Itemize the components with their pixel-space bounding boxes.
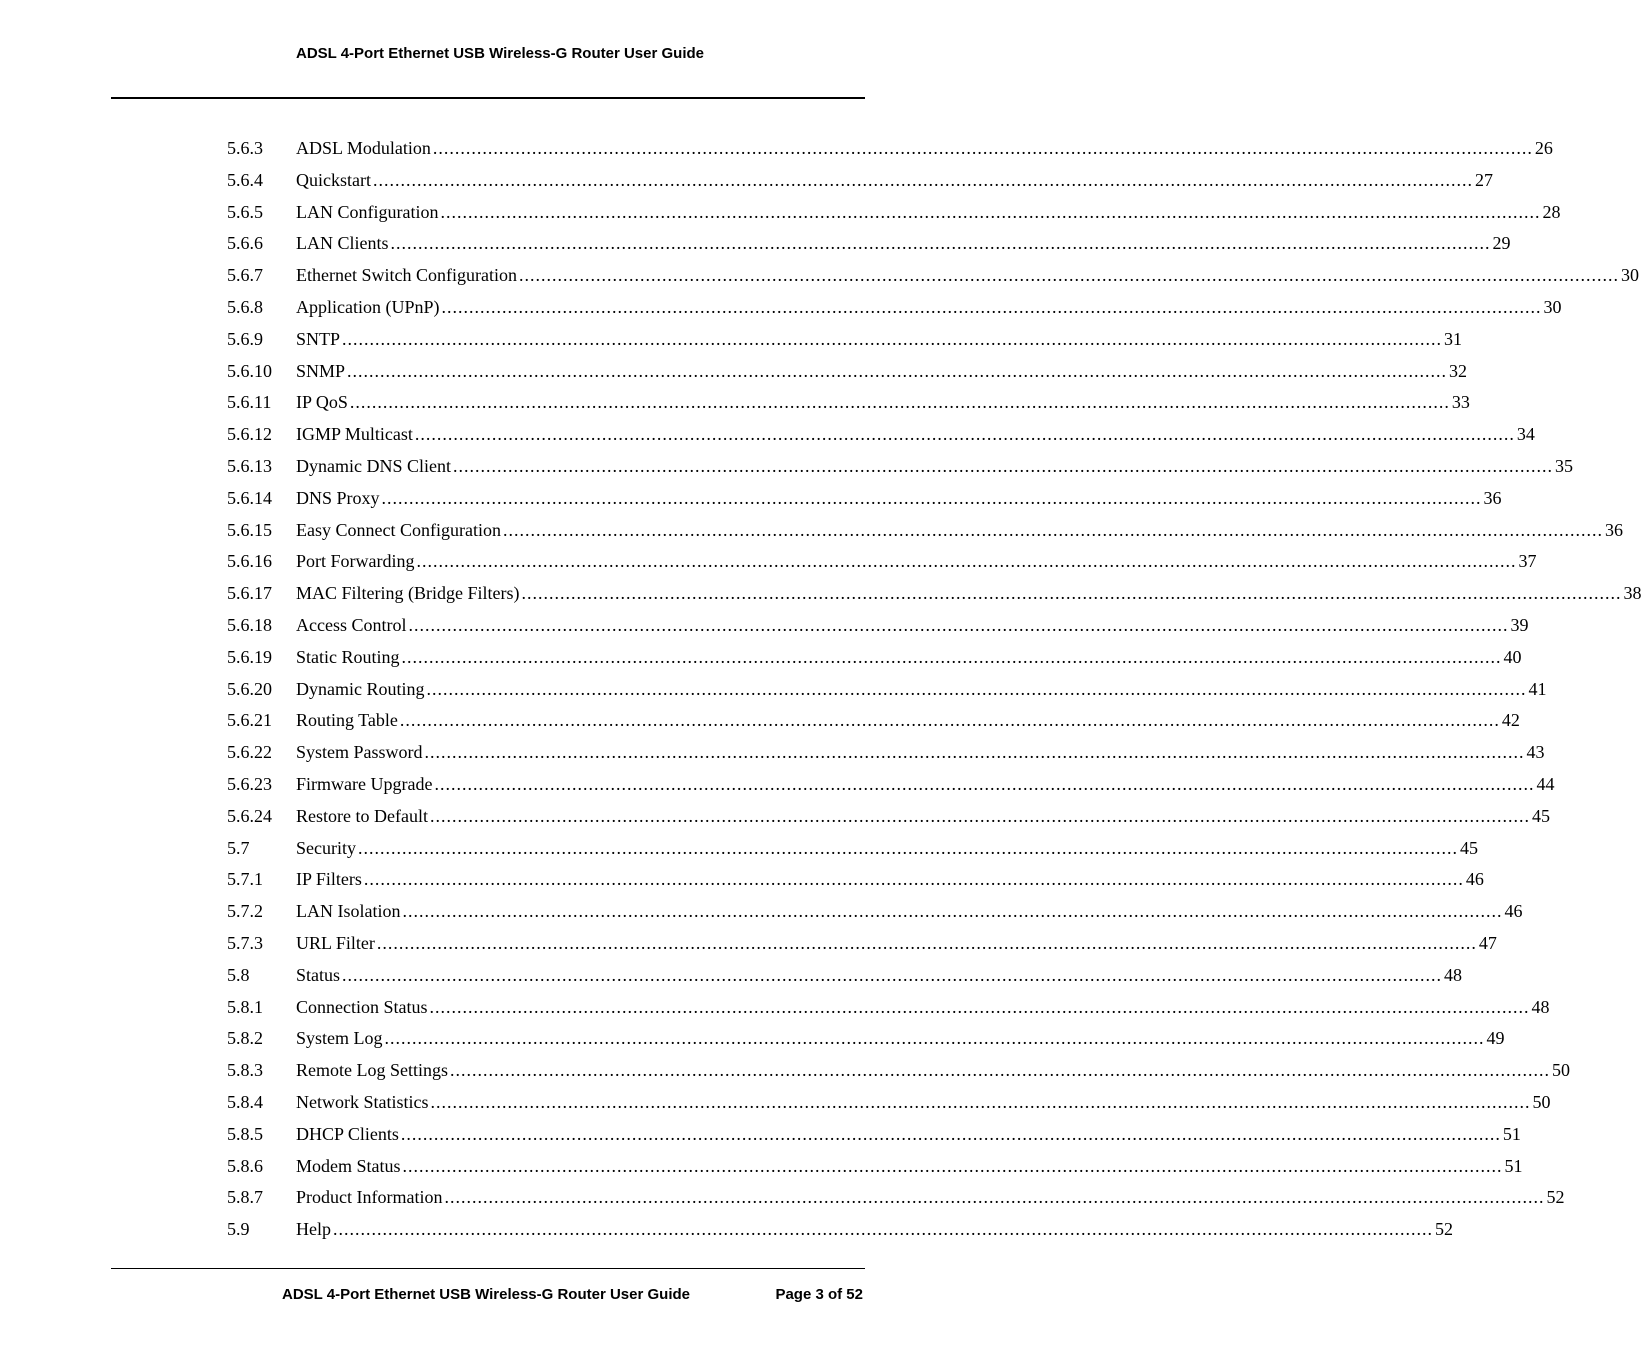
toc-dot-leader: ........................................................................................................................................................................................................: [429, 805, 1530, 826]
toc-entry[interactable]: [227, 392, 1470, 424]
toc-dot-leader: ........................................................................................................................................................................................................: [453, 455, 1553, 476]
toc-entry[interactable]: [227, 487, 1502, 520]
toc-entry-title: Ethernet Switch Configuration: [296, 265, 517, 286]
toc-entry-title: System Log: [296, 1028, 383, 1049]
toc-dot-leader: ........................................................................................................................................................................................................: [342, 964, 1443, 985]
toc-entry[interactable]: [227, 646, 1522, 679]
toc-entry-number: 5.6.22: [227, 742, 272, 763]
toc-dot-leader: ........................................................................................................................................................................................................: [414, 424, 1515, 445]
toc-entry-title: Easy Connect Configuration: [296, 519, 501, 540]
toc-entry-page: 52: [1546, 1187, 1565, 1208]
toc-entry-page: 33: [1451, 392, 1470, 413]
toc-entry-page: 51: [1502, 1123, 1521, 1144]
toc-entry-number: 5.6.12: [227, 424, 272, 445]
toc-dot-leader: ........................................................................................................................................................................................................: [384, 1028, 1485, 1049]
toc-entry-number: 5.6.13: [227, 455, 272, 476]
toc-dot-leader: ........................................................................................................................................................................................................: [358, 837, 1458, 858]
header-divider: [111, 97, 865, 99]
toc-entry[interactable]: [227, 296, 1562, 329]
toc-entry[interactable]: [227, 583, 1642, 615]
toc-entry-page: 48: [1531, 996, 1550, 1017]
toc-entry-number: 5.9: [227, 1219, 250, 1240]
toc-entry-page: 39: [1510, 614, 1529, 635]
page-number: Page 3 of 52: [775, 1286, 863, 1303]
toc-entry[interactable]: [227, 1219, 1453, 1251]
toc-entry[interactable]: [227, 169, 1493, 202]
toc-dot-leader: ........................................................................................................................................................................................................: [502, 519, 1603, 540]
toc-entry-page: 32: [1449, 360, 1468, 381]
toc-entry-page: 50: [1552, 1060, 1570, 1081]
toc-dot-leader: ........................................................................................................................................................................................................: [430, 1091, 1531, 1112]
toc-entry-page: 45: [1531, 805, 1550, 826]
toc-dot-leader: ........................................................................................................................................................................................................: [402, 901, 1503, 922]
toc-dot-leader: ........................................................................................................................................................................................................: [400, 1123, 1501, 1144]
toc-dot-leader: ........................................................................................................................................................................................................: [518, 265, 1619, 286]
toc-entry[interactable]: [227, 138, 1553, 170]
toc-entry-page: 35: [1555, 455, 1573, 476]
toc-entry-title: Port Forwarding: [296, 551, 415, 572]
toc-entry[interactable]: [227, 360, 1468, 393]
toc-entry-number: 5.6.17: [227, 583, 272, 604]
toc-entry-title: IP QoS: [296, 392, 348, 413]
toc-entry-title: SNMP: [296, 360, 346, 381]
toc-dot-leader: ........................................................................................................................................................................................................: [372, 169, 1473, 190]
toc-entry-title: Status: [296, 964, 341, 985]
toc-entry-page: 29: [1492, 233, 1511, 254]
toc-entry-number: 5.8.1: [227, 996, 263, 1017]
toc-entry-number: 5.7: [227, 837, 250, 858]
toc-entry-number: 5.6.19: [227, 646, 272, 667]
toc-entry-page: 28: [1542, 201, 1561, 222]
toc-dot-leader: ........................................................................................................................................................................................................: [434, 773, 1535, 794]
toc-dot-leader: ........................................................................................................................................................................................................: [333, 1219, 1433, 1240]
toc-entry-page: 41: [1528, 678, 1547, 699]
toc-dot-leader: ........................................................................................................................................................................................................: [349, 392, 1450, 413]
toc-entry-page: 52: [1435, 1219, 1453, 1240]
toc-dot-leader: ........................................................................................................................................................................................................: [416, 551, 1517, 572]
toc-entry[interactable]: [227, 1091, 1551, 1124]
toc-dot-leader: ........................................................................................................................................................................................................: [429, 996, 1530, 1017]
toc-entry-title: System Password: [296, 742, 423, 763]
toc-entry-number: 5.7.1: [227, 869, 263, 890]
toc-entry-page: 34: [1516, 424, 1535, 445]
toc-dot-leader: ........................................................................................................................................................................................................: [342, 328, 1443, 349]
toc-entry-number: 5.6.15: [227, 519, 272, 540]
toc-entry[interactable]: [227, 1028, 1505, 1060]
toc-entry-number: 5.6.20: [227, 678, 272, 699]
toc-entry-number: 5.7.2: [227, 901, 263, 922]
toc-dot-leader: ........................................................................................................................................................................................................: [450, 1060, 1550, 1081]
toc-entry[interactable]: [227, 996, 1550, 1029]
toc-entry-page: 37: [1518, 551, 1537, 572]
toc-entry-page: 38: [1623, 583, 1642, 604]
toc-entry-page: 43: [1526, 742, 1545, 763]
toc-entry[interactable]: [227, 773, 1555, 806]
toc-dot-leader: ........................................................................................................................................................................................................: [401, 646, 1502, 667]
toc-entry-number: 5.6.8: [227, 296, 263, 317]
toc-dot-leader: ........................................................................................................................................................................................................: [363, 869, 1464, 890]
toc-entry-title: MAC Filtering (Bridge Filters): [296, 583, 520, 604]
toc-entry[interactable]: [227, 901, 1523, 933]
toc-entry-number: 5.8.2: [227, 1028, 263, 1049]
toc-entry-title: DNS Proxy: [296, 487, 380, 508]
toc-entry-title: DHCP Clients: [296, 1123, 399, 1144]
toc-entry-page: 27: [1474, 169, 1493, 190]
toc-entry-page: 49: [1486, 1028, 1505, 1049]
toc-dot-leader: ........................................................................................................................................................................................................: [441, 296, 1542, 317]
toc-entry[interactable]: [227, 614, 1529, 647]
toc-entry[interactable]: [227, 455, 1573, 488]
toc-entry[interactable]: [227, 932, 1497, 965]
toc-entry[interactable]: [227, 710, 1520, 742]
toc-entry-number: 5.8: [227, 964, 250, 985]
toc-entry-page: 50: [1532, 1091, 1551, 1112]
toc-dot-leader: ........................................................................................................................................................................................................: [440, 201, 1541, 222]
toc-entry-number: 5.6.23: [227, 773, 272, 794]
toc-entry-number: 5.8.7: [227, 1187, 263, 1208]
toc-entry-title: Firmware Upgrade: [296, 773, 433, 794]
toc-entry-title: LAN Isolation: [296, 901, 401, 922]
toc-dot-leader: ........................................................................................................................................................................................................: [402, 1155, 1503, 1176]
toc-entry-number: 5.6.10: [227, 360, 272, 381]
toc-entry-title: Application (UPnP): [296, 296, 440, 317]
toc-entry-title: LAN Clients: [296, 233, 389, 254]
toc-entry[interactable]: [227, 1155, 1523, 1188]
toc-dot-leader: ........................................................................................................................................................................................................: [444, 1187, 1545, 1208]
toc-dot-leader: ........................................................................................................................................................................................................: [426, 678, 1527, 699]
toc-entry[interactable]: [227, 869, 1484, 901]
toc-entry-page: 40: [1503, 646, 1522, 667]
toc-entry-title: IGMP Multicast: [296, 424, 413, 445]
toc-entry[interactable]: [227, 742, 1545, 774]
toc-entry[interactable]: [227, 519, 1623, 552]
page-header-title: ADSL 4-Port Ethernet USB Wireless-G Router User Guide: [295, 45, 704, 62]
toc-dot-leader: ........................................................................................................................................................................................................: [381, 487, 1482, 508]
page-footer-title: ADSL 4-Port Ethernet USB Wireless-G Router User Guide: [282, 1286, 691, 1303]
toc-entry-title: Routing Table: [296, 710, 398, 731]
toc-entry-number: 5.6.3: [227, 138, 263, 158]
toc-entry-title: LAN Configuration: [296, 201, 439, 222]
toc-entry-page: 46: [1504, 901, 1523, 922]
toc-entry[interactable]: [227, 551, 1537, 583]
toc-dot-leader: ........................................................................................................................................................................................................: [347, 360, 1448, 381]
toc-entry-page: 36: [1604, 519, 1623, 540]
toc-entry-title: Restore to Default: [296, 805, 428, 826]
toc-entry[interactable]: [227, 201, 1561, 234]
toc-entry-page: 46: [1465, 869, 1484, 890]
toc-entry-page: 42: [1501, 710, 1520, 731]
toc-entry-page: 48: [1444, 964, 1463, 985]
toc-entry-number: 5.6.11: [227, 392, 272, 413]
toc-entry[interactable]: [227, 265, 1639, 297]
toc-entry[interactable]: [227, 328, 1463, 361]
toc-entry[interactable]: [227, 1060, 1570, 1092]
toc-entry[interactable]: [227, 678, 1547, 711]
toc-entry-title: Network Statistics: [296, 1091, 429, 1112]
toc-entry-title: Static Routing: [296, 646, 400, 667]
toc-entry-number: 5.6.16: [227, 551, 272, 572]
toc-entry-title: Access Control: [296, 614, 407, 635]
toc-entry-number: 5.8.4: [227, 1091, 263, 1112]
toc-entry-number: 5.8.5: [227, 1123, 263, 1144]
toc-entry-title: Quickstart: [296, 169, 371, 190]
toc-entry-page: 51: [1504, 1155, 1523, 1176]
toc-dot-leader: ........................................................................................................................................................................................................: [424, 742, 1525, 763]
toc-entry-title: URL Filter: [296, 932, 375, 953]
toc-entry-title: ADSL Modulation: [296, 138, 431, 158]
toc-entry[interactable]: [227, 1123, 1521, 1156]
toc-entry-number: 5.8.6: [227, 1155, 263, 1176]
toc-entry-title: Help: [296, 1219, 331, 1240]
toc-entry-number: 5.6.4: [227, 169, 263, 190]
toc-entry-title: Dynamic Routing: [296, 678, 425, 699]
toc-entry[interactable]: [227, 805, 1550, 838]
toc-entry-title: Remote Log Settings: [296, 1060, 448, 1081]
toc-entry[interactable]: [227, 1187, 1565, 1219]
toc-entry-page: 30: [1620, 265, 1639, 286]
toc-entry-page: 31: [1444, 328, 1463, 349]
toc-entry-number: 5.6.7: [227, 265, 263, 286]
toc-entry-page: 45: [1460, 837, 1478, 858]
toc-entry[interactable]: [227, 837, 1478, 870]
toc-entry[interactable]: [227, 424, 1535, 456]
toc-entry-number: 5.6.9: [227, 328, 263, 349]
toc-entry-number: 5.6.5: [227, 201, 263, 222]
toc-entry-number: 5.6.24: [227, 805, 272, 826]
toc-dot-leader: ........................................................................................................................................................................................................: [408, 614, 1509, 635]
table-of-contents: [227, 138, 1642, 1251]
toc-dot-leader: ........................................................................................................................................................................................................: [390, 233, 1491, 254]
toc-entry-title: Connection Status: [296, 996, 428, 1017]
toc-entry-page: 36: [1483, 487, 1502, 508]
footer-divider: [111, 1268, 865, 1269]
toc-entry-number: 5.6.6: [227, 233, 263, 254]
toc-entry-number: 5.8.3: [227, 1060, 263, 1081]
toc-entry-page: 44: [1536, 773, 1555, 794]
toc-entry-number: 5.7.3: [227, 932, 263, 953]
toc-entry-page: 47: [1478, 932, 1497, 953]
toc-entry-title: SNTP: [296, 328, 341, 349]
toc-entry-number: 5.6.18: [227, 614, 272, 635]
toc-entry-title: Security: [296, 837, 356, 858]
toc-entry-number: 5.6.21: [227, 710, 272, 731]
toc-entry-title: Dynamic DNS Client: [296, 455, 451, 476]
toc-dot-leader: ........................................................................................................................................................................................................: [399, 710, 1500, 731]
toc-entry-title: Modem Status: [296, 1155, 401, 1176]
toc-entry-page: 30: [1543, 296, 1562, 317]
toc-entry-page: 26: [1534, 138, 1553, 158]
toc-entry[interactable]: [227, 964, 1463, 997]
toc-dot-leader: ........................................................................................................................................................................................................: [376, 932, 1477, 953]
toc-entry-title: Product Information: [296, 1187, 443, 1208]
toc-entry-number: 5.6.14: [227, 487, 272, 508]
toc-dot-leader: ........................................................................................................................................................................................................: [521, 583, 1622, 604]
toc-entry[interactable]: [227, 233, 1511, 265]
toc-dot-leader: ........................................................................................................................................................................................................: [432, 138, 1533, 158]
toc-entry-title: IP Filters: [296, 869, 362, 890]
